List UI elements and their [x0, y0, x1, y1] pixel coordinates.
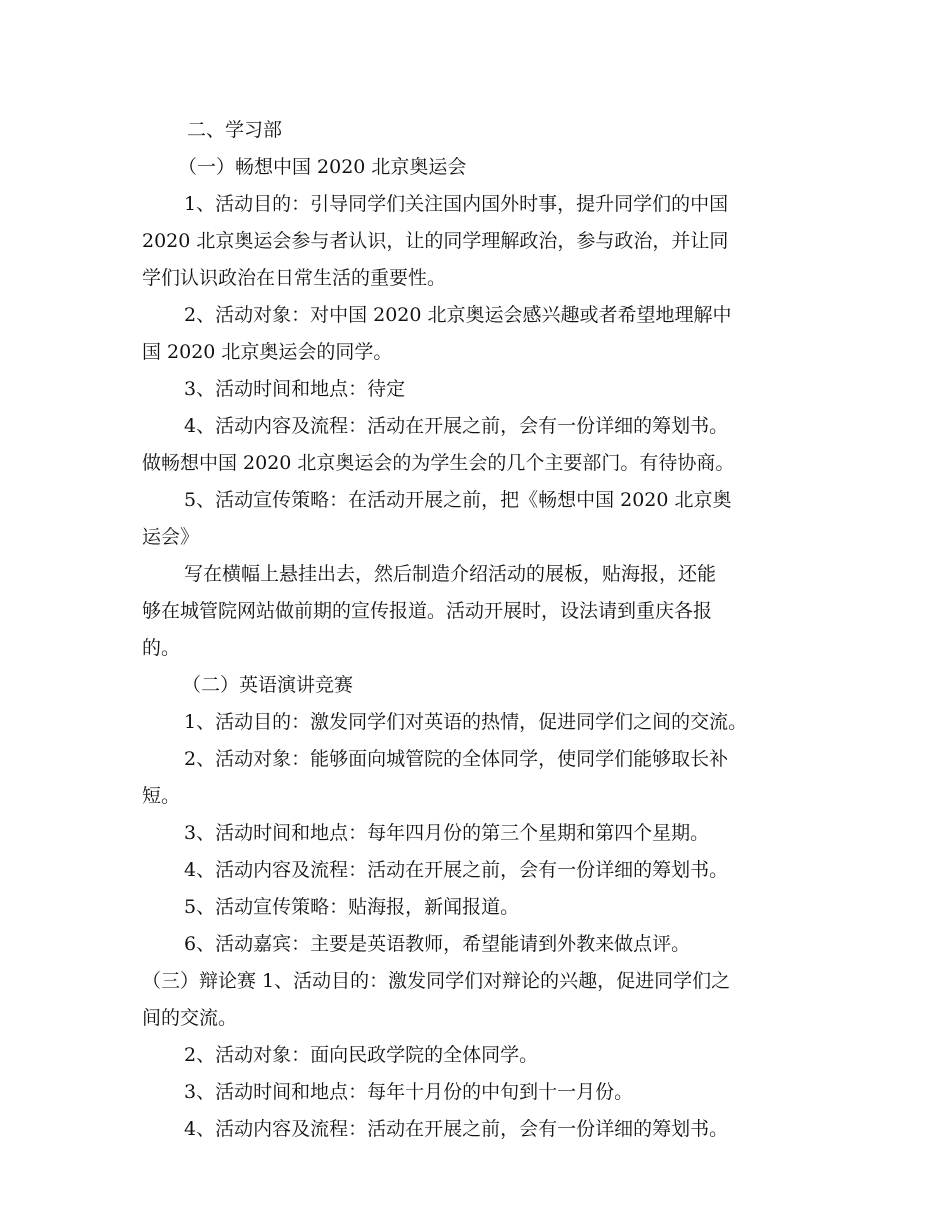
paragraph-line: 5、活动宣传策略：贴海报，新闻报道。 — [184, 896, 520, 918]
paragraph-line: 短。 — [142, 785, 181, 807]
paragraph-line: 写在横幅上悬挂出去，然后制造介绍活动的展板，贴海报，还能 — [184, 563, 717, 585]
paragraph-line: 间的交流。 — [142, 1007, 238, 1029]
paragraph-line: 3、活动时间和地点：待定 — [184, 378, 406, 400]
paragraph-line: 4、活动内容及流程：活动在开展之前，会有一份详细的筹划书。 — [184, 415, 729, 437]
paragraph-line: 运会》 — [142, 526, 200, 548]
paragraph-line: 4、活动内容及流程：活动在开展之前，会有一份详细的筹划书。 — [184, 1118, 729, 1140]
paragraph-line: 国 2020 北京奥运会的同学。 — [142, 341, 393, 363]
paragraph-line: 2、活动对象：面向民政学院的全体同学。 — [184, 1044, 539, 1066]
paragraph-line: 的。 — [142, 637, 181, 659]
paragraph-line: 2、活动对象：能够面向城管院的全体同学，使同学们能够取长补 — [184, 748, 729, 770]
subsection-heading-debate: （三）辩论赛 1、活动目的：激发同学们对辩论的兴趣，促进同学们之 — [142, 970, 731, 992]
paragraph-line: 4、活动内容及流程：活动在开展之前，会有一份详细的筹划书。 — [184, 859, 729, 881]
paragraph-line: 2、活动对象：对中国 2020 北京奥运会感兴趣或者希望地理解中 — [184, 304, 732, 326]
paragraph-line: 5、活动宣传策略：在活动开展之前，把《畅想中国 2020 北京奥 — [184, 489, 732, 511]
document-body — [142, 112, 812, 1148]
paragraph-line: 3、活动时间和地点：每年十月份的中旬到十一月份。 — [184, 1081, 634, 1103]
paragraph-line: 3、活动时间和地点：每年四月份的第三个星期和第四个星期。 — [184, 822, 710, 844]
paragraph-line: 够在城管院网站做前期的宣传报道。活动开展时，设法请到重庆各报 — [142, 600, 713, 622]
subsection-heading-english-speech: （二）英语演讲竞赛 — [182, 674, 354, 696]
paragraph-line: 6、活动嘉宾：主要是英语教师，希望能请到外教来做点评。 — [184, 933, 691, 955]
paragraph-line: 2020 北京奥运会参与者认识，让的同学理解政治，参与政治，并让同 — [142, 230, 729, 252]
section-heading-study-dept: 二、学习部 — [187, 119, 283, 141]
subsection-heading-olympics: （一）畅想中国 2020 北京奥运会 — [178, 156, 467, 178]
paragraph-line: 1、活动目的：引导同学们关注国内国外时事，提升同学们的中国 — [184, 193, 729, 215]
paragraph-line: 做畅想中国 2020 北京奥运会的为学生会的几个主要部门。有待协商。 — [142, 452, 735, 474]
paragraph-line: 学们认识政治在日常生活的重要性。 — [142, 267, 447, 289]
paragraph-line: 1、活动目的：激发同学们对英语的热情，促进同学们之间的交流。 — [184, 711, 748, 733]
